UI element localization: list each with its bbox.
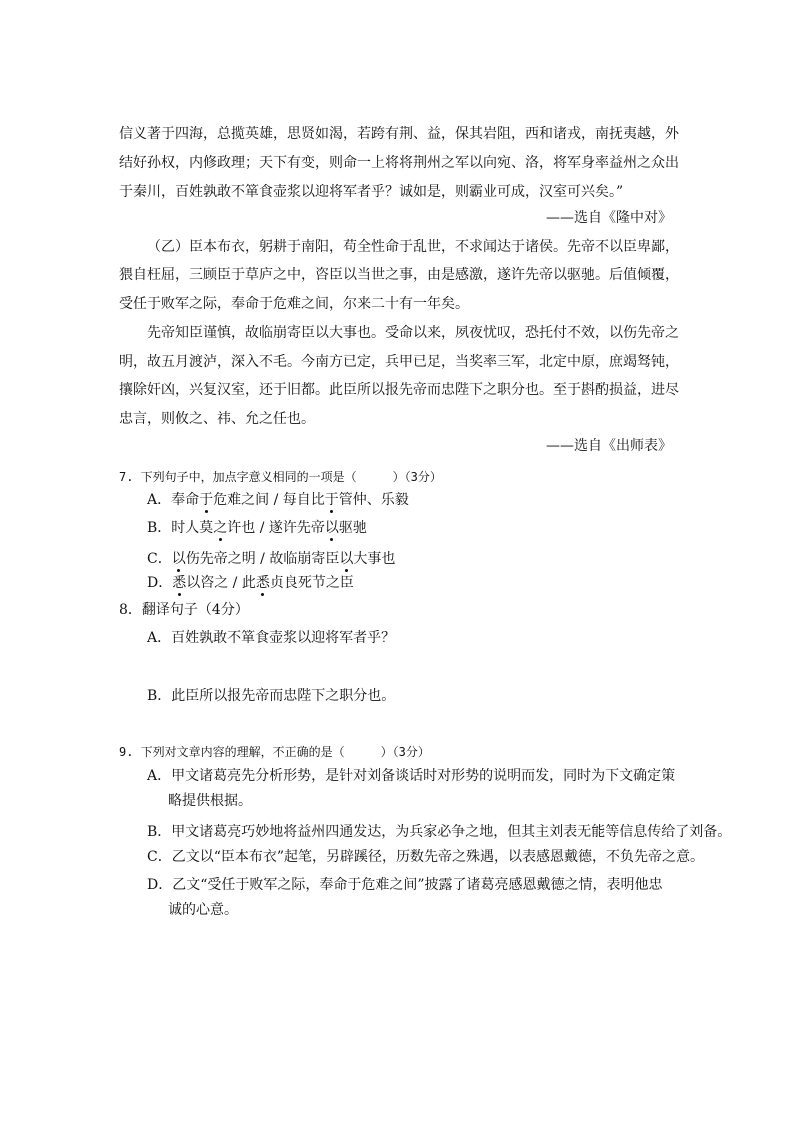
q7-c-text-3: 大事也 <box>353 551 396 567</box>
q7-option-c[interactable] <box>147 549 395 569</box>
q7-b-text-1: B．时人莫 <box>147 520 214 536</box>
q7-c-text-2: 伤先帝之明 / 故临崩寄臣 <box>185 551 340 567</box>
jia-line-1: 信义著于四海，总揽英雄，思贤如渴，若跨有荆、益，保其岩阻，西和诸戎，南抚夷越，外 <box>119 126 679 142</box>
q9-option-a-line-2[interactable]: 略提供根据。 <box>168 793 252 809</box>
yi-p1-line-2: 猥自枉屈，三顾臣于草庐之中，咨臣以当世之事，由是感激，遂许先帝以驱驰。后值倾覆， <box>119 267 679 283</box>
yi-p2-line-3: 攘除奸凶，兴复汉室，还于旧都。此臣所以报先帝而忠陛下之职分也。至于斟酌损益，进尽 <box>119 382 679 398</box>
q8-stem: 8．翻译句子（4分） <box>119 602 249 618</box>
q7-d-dotted-char-2: 悉 <box>255 575 270 591</box>
yi-p2-line-1: 先帝知臣谨慎，故临崩寄臣以大事也。受命以来，夙夜忧叹，恐托付不效，以伤先帝之 <box>147 325 679 341</box>
q9-stem: 9. 下列对文章内容的理解，不正确的是（ ）（3分） <box>119 745 430 759</box>
q7-a-dotted-char-1: 于 <box>199 492 214 508</box>
q7-b-text-3: 驱驰 <box>338 520 367 536</box>
yi-p2-line-2: 明，故五月渡泸，深入不毛。今南方已定，兵甲已足，当奖率三军，北定中原，庶竭驽钝， <box>119 354 679 370</box>
q8-item-b: B．此臣所以报先帝而忠陛下之职分也。 <box>147 688 396 704</box>
yi-p1-line-1: （乙）臣本布衣，躬耕于南阳，苟全性命于乱世，不求闻达于诸侯。先帝不以臣卑鄙， <box>147 239 679 255</box>
q7-c-text-1: C． <box>147 551 172 567</box>
q9-option-d-line-1[interactable]: D．乙文“受任于败军之际，奉命于危难之间”披露了诸葛亮感恩戴德之情，表明他忠 <box>147 877 663 893</box>
q7-a-text-3: 管仲、乐毅 <box>338 492 409 508</box>
q7-d-dotted-char-1: 悉 <box>172 575 187 591</box>
q7-b-dotted-char-1: 之 <box>213 520 228 536</box>
q7-d-text-1: D． <box>147 575 173 591</box>
q8-item-a: A．百姓孰敢不箪食壶浆以迎将军者乎？ <box>147 630 396 646</box>
q7-b-text-2: 许也 / 遂许先帝 <box>227 520 325 536</box>
q7-b-dotted-char-2: 以 <box>324 520 339 536</box>
q9-option-d-line-2[interactable]: 诚的心意。 <box>168 902 238 918</box>
q7-c-dotted-char-2: 以 <box>339 551 354 567</box>
q7-option-b[interactable] <box>147 518 367 538</box>
q7-d-text-3: 贞良死节之臣 <box>269 575 354 591</box>
q7-option-d[interactable] <box>147 573 354 593</box>
yi-p2-line-4: 忠言，则攸之、祎、允之任也。 <box>119 411 315 427</box>
jia-line-3: 于秦川，百姓孰敢不箪食壶浆以迎将军者乎？诚如是，则霸业可成，汉室可兴矣。” <box>119 184 624 200</box>
q7-stem: 7. 下列句子中，加点字意义相同的一项是（ ）（3分） <box>119 470 442 484</box>
q9-option-a-line-1[interactable]: A．甲文诸葛亮先分析形势，是针对刘备谈话时对形势的说明而发，同时为下文确定策 <box>147 768 676 784</box>
q9-option-b[interactable]: B．甲文诸葛亮巧妙地将益州四通发达，为兵家必争之地，但其主刘表无能等信息传给了刘备。 <box>147 824 732 840</box>
yi-source: ——选自《出师表》 <box>546 438 672 454</box>
yi-p1-line-3: 受任于败军之际，奉命于危难之间，尔来二十有一年矣。 <box>119 296 469 312</box>
jia-line-2: 结好孙权，内修政理；天下有变，则命一上将将荆州之军以向宛、洛，将军身率益州之众出 <box>119 155 679 171</box>
q7-c-dotted-char-1: 以 <box>171 551 186 567</box>
jia-source: ——选自《隆中对》 <box>546 210 672 226</box>
q7-a-text-2: 危难之间 / 每自比 <box>213 492 325 508</box>
q9-option-c[interactable]: C．乙文以“臣本布衣”起笔，另辟蹊径，历数先帝之殊遇，以表感恩戴德，不负先帝之意。 <box>147 849 705 865</box>
q7-d-text-2: 以咨之 / 此 <box>186 575 256 591</box>
q7-a-dotted-char-2: 于 <box>324 492 339 508</box>
q7-option-a[interactable] <box>147 490 409 510</box>
q7-a-text-1: A．奉命 <box>147 492 200 508</box>
